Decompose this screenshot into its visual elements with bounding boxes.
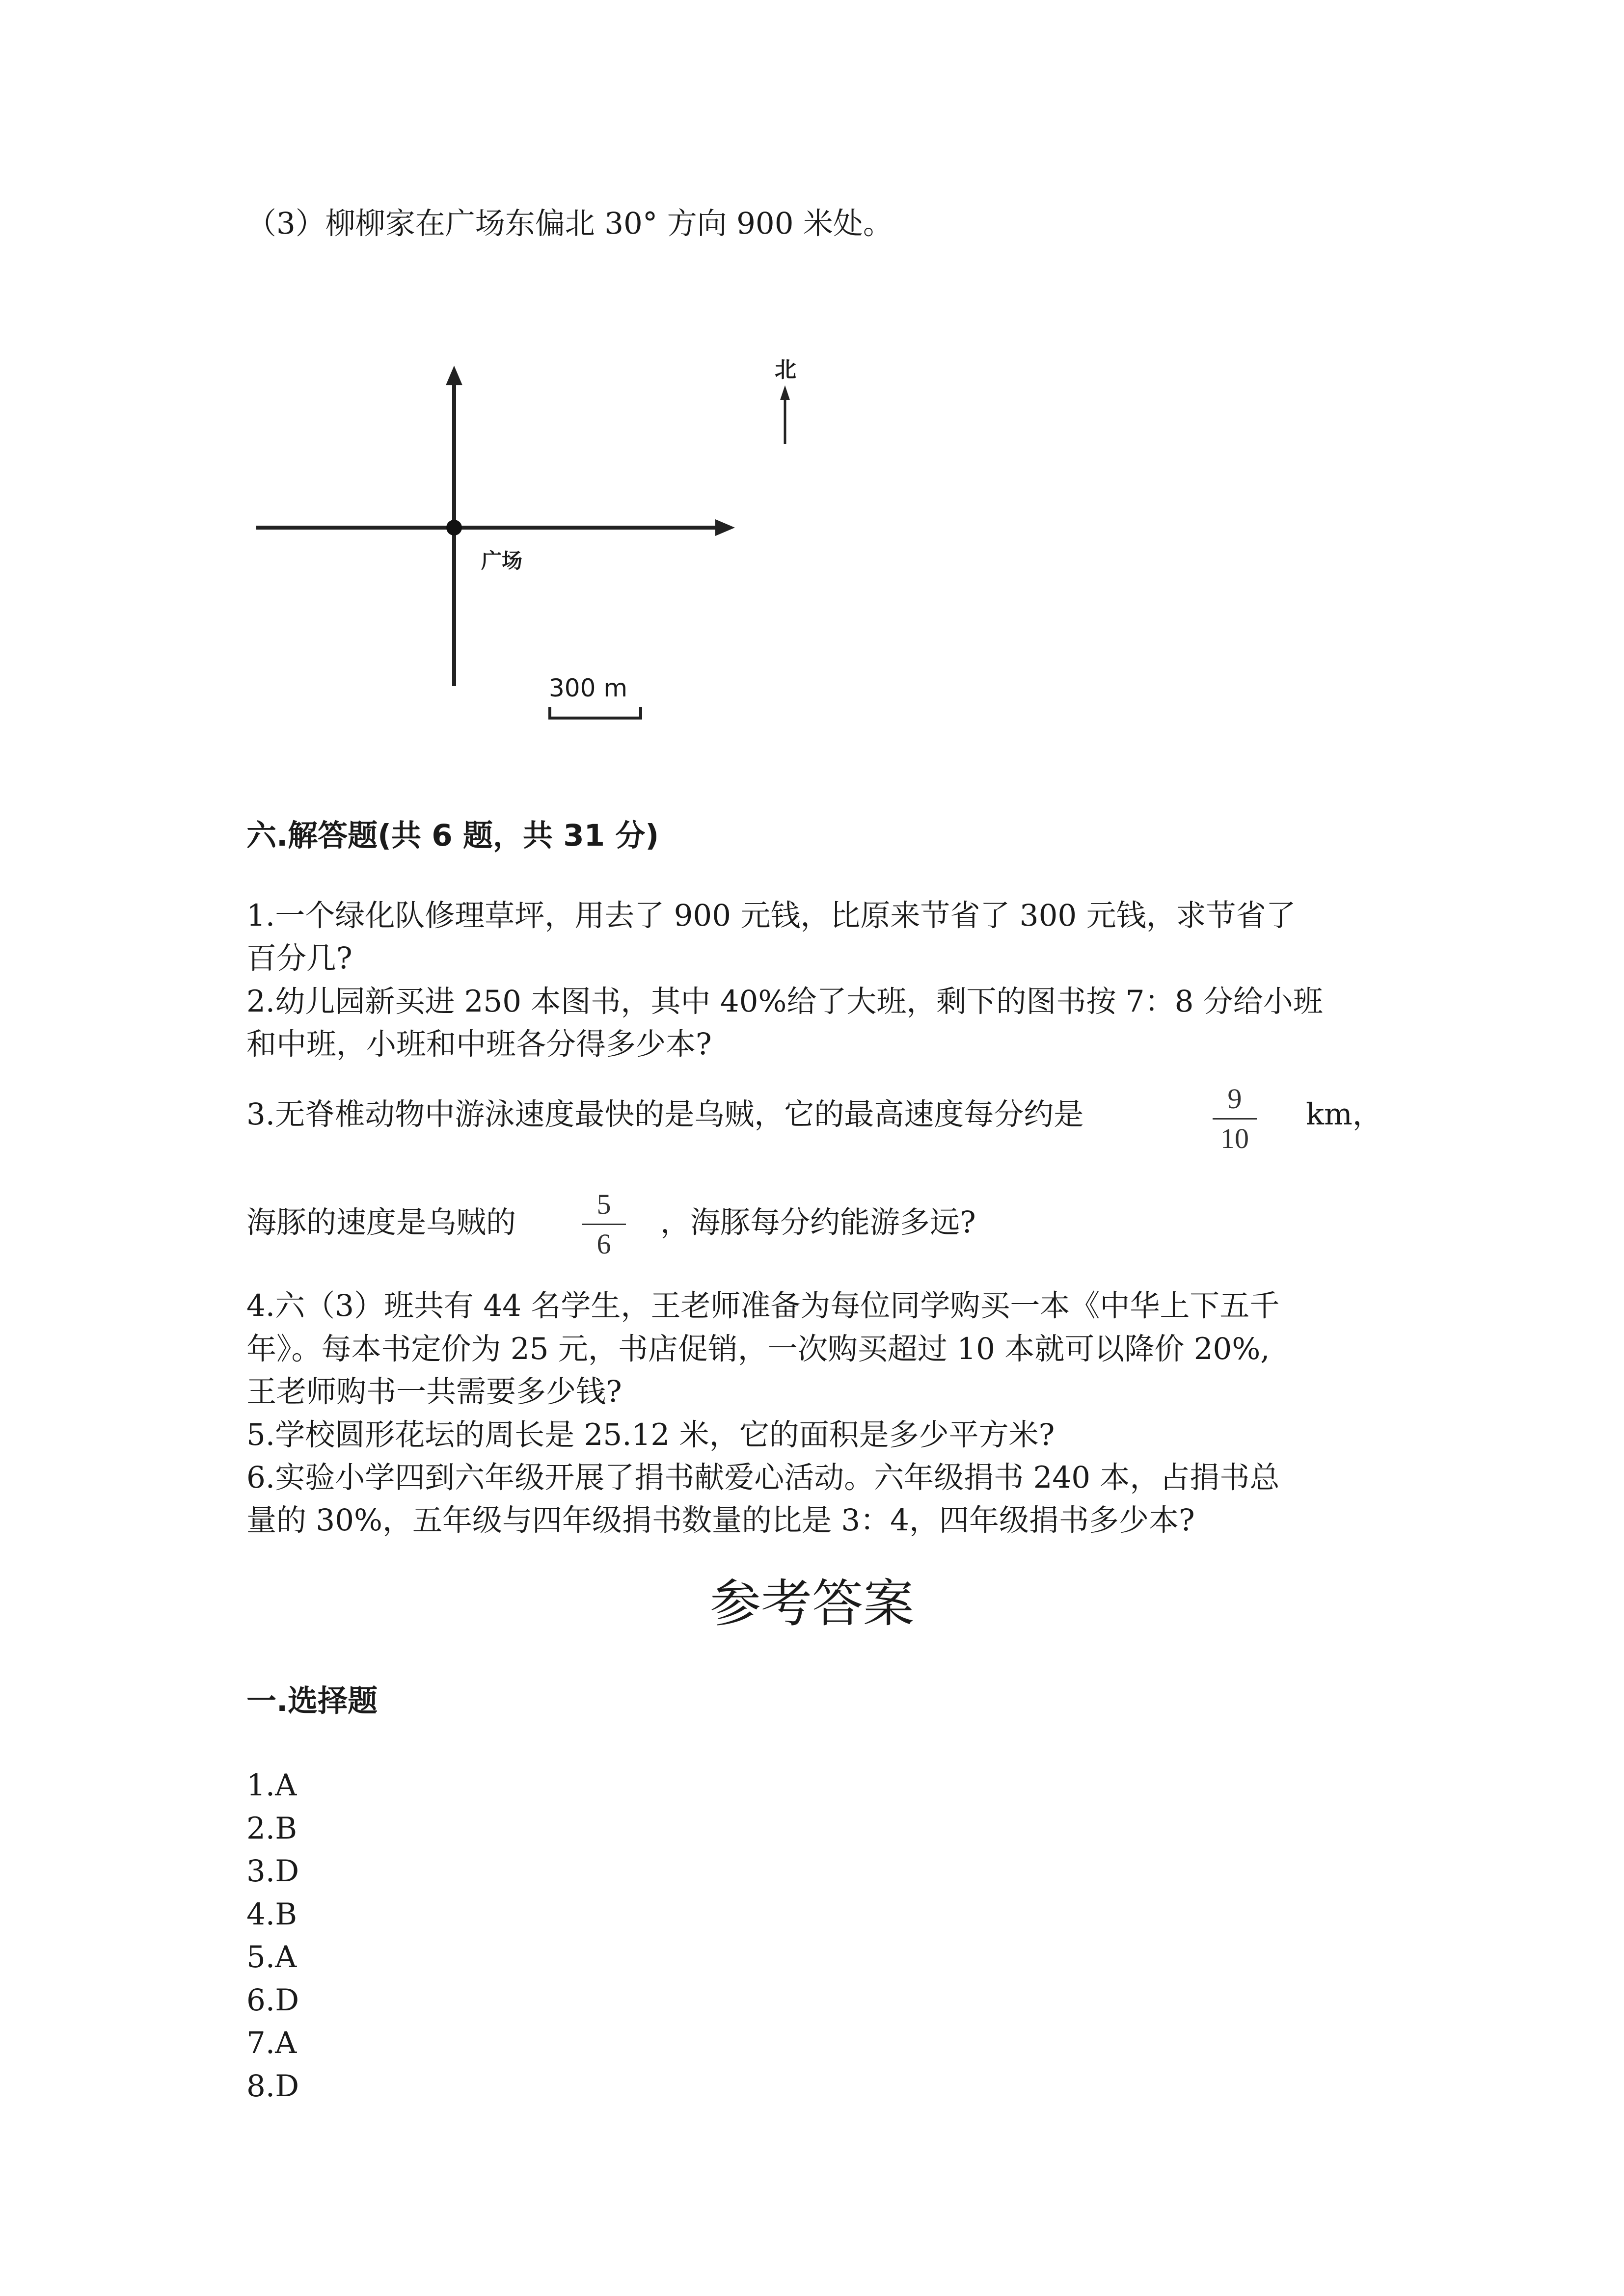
- question-3-part-2: km，: [1306, 1097, 1382, 1132]
- scale-label: 300 m: [549, 674, 628, 702]
- answer-item: 8.D: [246, 2069, 299, 2104]
- question-4-line-1: 4.六（3）班共有 44 名学生，王老师准备为每位同学购买一本《中华上下五千: [246, 1288, 1280, 1323]
- question-3-part-1: 3.无脊椎动物中游泳速度最快的是乌贼，它的最高速度每分约是: [246, 1097, 1084, 1132]
- fraction-denominator: 6: [596, 1228, 611, 1260]
- answers-title: 参考答案: [709, 1574, 914, 1633]
- fraction-denominator: 10: [1220, 1122, 1249, 1154]
- square-label: 广场: [481, 549, 523, 573]
- answer-item: 7.A: [246, 2026, 297, 2060]
- fraction-nine-tenths: [1213, 1085, 1257, 1153]
- answer-item: 3.D: [246, 1854, 299, 1889]
- question-6-line-1: 6.实验小学四到六年级开展了捐书献爱心活动。六年级捐书 240 本，占捐书总: [246, 1460, 1280, 1495]
- direction-map: [0, 0, 1624, 785]
- fraction-numerator: 9: [1227, 1083, 1242, 1115]
- section-6-heading: 六.解答题(共 6 题，共 31 分): [246, 818, 659, 853]
- question-2-line-1: 2.幼儿园新买进 250 本图书，其中 40%给了大班，剩下的图书按 7：8 分给小班: [246, 984, 1323, 1019]
- question-1-line-2: 百分几?: [246, 941, 352, 976]
- north-arrow-icon: [780, 385, 790, 400]
- square-center-dot: [446, 520, 462, 535]
- answer-item: 2.B: [246, 1811, 298, 1846]
- vertical-axis-arrow-icon: [446, 366, 462, 385]
- east-axis-arrow-icon: [715, 519, 735, 536]
- question-3-part-3: 海豚的速度是乌贼的: [246, 1205, 516, 1240]
- scale-bar: [550, 707, 641, 720]
- question-3-part-4: ，海豚每分约能游多远?: [660, 1205, 976, 1240]
- question-6-line-2: 量的 30%，五年级与四年级捐书数量的比是 3：4，四年级捐书多少本?: [246, 1503, 1195, 1538]
- question-2-line-2: 和中班，小班和中班各分得多少本?: [246, 1027, 712, 1062]
- question-3-text: （3）柳柳家在广场东偏北 30° 方向 900 米处。: [246, 206, 893, 241]
- answer-item: 1.A: [246, 1768, 297, 1803]
- fraction-bar: [1213, 1118, 1257, 1120]
- fraction-five-sixths: [582, 1190, 626, 1258]
- question-4-line-2: 年》。每本书定价为 25 元，书店促销，一次购买超过 10 本就可以降价 20%,: [246, 1332, 1270, 1366]
- north-label: 北: [775, 357, 796, 382]
- question-1-line-1: 1.一个绿化队修理草坪，用去了 900 元钱，比原来节省了 300 元钱，求节省了: [246, 898, 1296, 933]
- fraction-bar: [582, 1224, 626, 1225]
- answer-item: 6.D: [246, 1983, 299, 2018]
- answer-item: 4.B: [246, 1897, 298, 1932]
- answer-item: 5.A: [246, 1940, 297, 1975]
- fraction-numerator: 5: [596, 1188, 611, 1220]
- question-4-line-3: 王老师购书一共需要多少钱?: [246, 1374, 622, 1409]
- answers-section-1-heading: 一.选择题: [246, 1683, 378, 1718]
- question-5: 5.学校圆形花坛的周长是 25.12 米，它的面积是多少平方米?: [246, 1417, 1055, 1452]
